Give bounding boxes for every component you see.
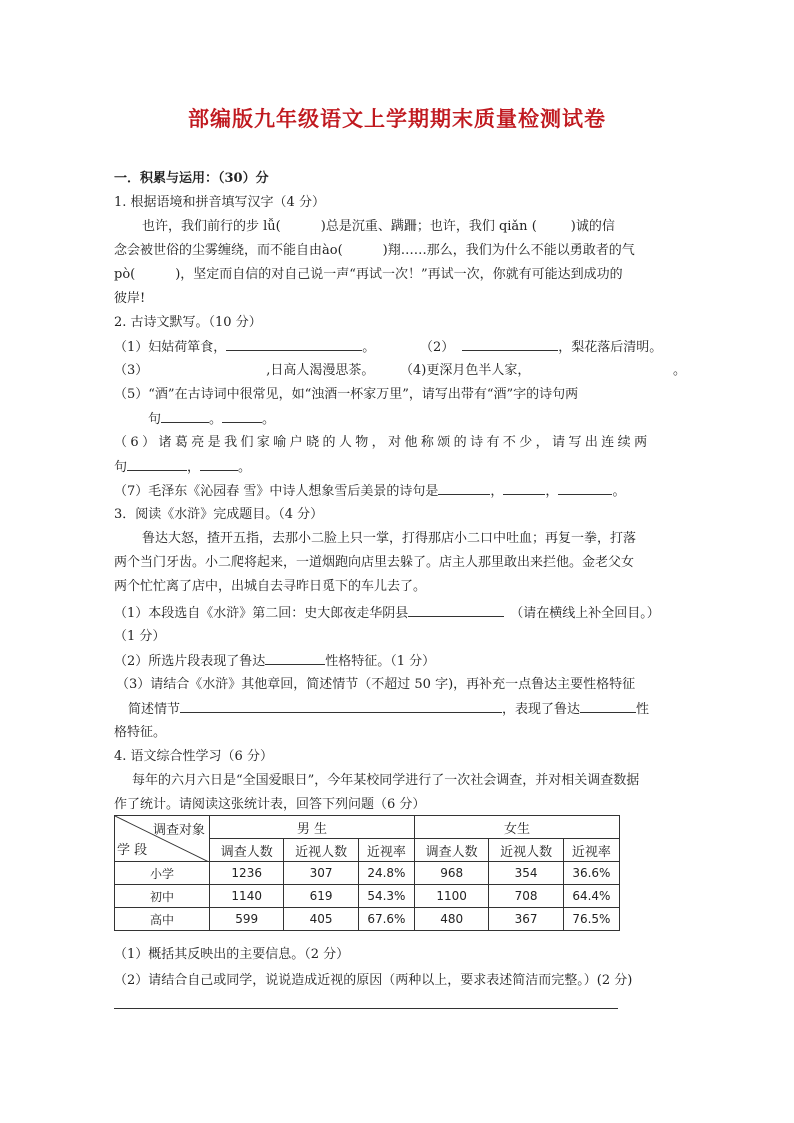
column-header: 调查人数 <box>210 839 284 862</box>
myopia-stats-table <box>114 815 620 931</box>
q3-passage-line2: 两个当门牙齿。小二爬将起来，一道烟跑向店里去躲了。店主人那里敢出来拦他。金老父女 <box>114 555 635 570</box>
q2-item5-answer: 句 。 。 <box>148 412 276 427</box>
q2-heading: 2. 古诗文默写。（10 分） <box>114 315 262 330</box>
stage-cell: 小学 <box>115 862 210 885</box>
answer-blank[interactable] <box>503 482 545 495</box>
answer-blank[interactable] <box>127 458 187 471</box>
q2-item1: （1）妇姑荷箪食， 。 <box>114 340 376 355</box>
q2-item3: （3） ,日高人渴漫思茶。 <box>114 363 375 378</box>
q4-sub1: （1）概括其反映出的主要信息。（2 分） <box>114 947 350 962</box>
table-row <box>115 862 620 885</box>
q1-line1: 也许，我们前行的步 lǚ( )总是沉重、蹒跚；也许，我们 qiǎn ( )诚的信 <box>142 219 615 234</box>
q3-sub3-tail: 格特征。 <box>114 725 167 740</box>
table-cell: 619 <box>284 885 358 908</box>
q3-sub1: （1）本段选自《水浒》第二回：史大郎夜走华阴县 （请在横线上补全回目。） <box>114 606 660 621</box>
q4-intro-line2: 作了统计。请阅读这张统计表，回答下列问题（6 分） <box>114 797 426 812</box>
table-cell: 24.8% <box>358 862 414 885</box>
table-cell: 968 <box>414 862 488 885</box>
table-row <box>115 885 620 908</box>
answer-blank[interactable] <box>438 482 490 495</box>
corner-label-stage: 学 段 <box>117 843 148 858</box>
answer-blank[interactable] <box>161 410 209 423</box>
table-cell: 36.6% <box>563 862 619 885</box>
table-corner-cell <box>115 816 210 862</box>
table-cell: 708 <box>489 885 563 908</box>
section-heading: 一．积累与运用：（30）分 <box>114 171 269 186</box>
table-cell: 64.4% <box>563 885 619 908</box>
q2-item7: （7）毛泽东《沁园春 雪》中诗人想象雪后美景的诗句是 ， ， 。 <box>114 484 626 499</box>
column-header: 近视率 <box>358 839 414 862</box>
table-cell: 1236 <box>210 862 284 885</box>
stage-cell: 高中 <box>115 908 210 931</box>
answer-blank[interactable] <box>226 338 362 351</box>
q1-line3: pò( )，坚定而自信的对自己说一声“再试一次！”再试一次，你就有可能达到成功的 <box>114 267 623 282</box>
table-cell: 54.3% <box>358 885 414 908</box>
q2-item6: （6）诸葛亮是我们家喻户晓的人物，对他称颂的诗有不少，请写出连续两 <box>114 435 651 450</box>
q2-item5: （5）“酒”在古诗词中很常见，如“浊酒一杯家万里”，请写出带有“酒”字的诗句两 <box>114 387 579 402</box>
q1-heading: 1. 根据语境和拼音填写汉字（4 分） <box>114 195 325 210</box>
q2-item2: （2） ，梨花落后清明。 <box>420 340 663 355</box>
table-cell: 599 <box>210 908 284 931</box>
table-cell: 76.5% <box>563 908 619 931</box>
table-row <box>115 908 620 931</box>
answer-blank[interactable] <box>462 338 558 351</box>
group-header-male: 男 生 <box>210 816 415 839</box>
answer-blank[interactable] <box>580 700 636 713</box>
answer-blank[interactable] <box>558 482 612 495</box>
q4-intro-line1: 每年的六月六日是“全国爱眼日”，今年某校同学进行了一次社会调查，并对相关调查数据 <box>132 773 640 788</box>
table-cell: 1100 <box>414 885 488 908</box>
column-header: 近视人数 <box>284 839 358 862</box>
group-header-female: 女生 <box>414 816 619 839</box>
corner-label-subject: 调查对象 <box>152 823 205 838</box>
q3-sub1-points: （1 分） <box>114 629 166 644</box>
answer-line[interactable] <box>114 1008 618 1009</box>
q2-item4: （4)更深月色半人家， <box>400 363 531 378</box>
q3-passage-line3: 两个忙忙离了店中，出城自去寻昨日觅下的车儿去了。 <box>114 579 427 594</box>
column-header: 近视人数 <box>489 839 563 862</box>
answer-blank[interactable] <box>180 700 502 713</box>
q3-heading: 3．阅读《水浒》完成题目。（4 分） <box>114 507 324 522</box>
table-cell: 1140 <box>210 885 284 908</box>
answer-blank[interactable] <box>200 458 238 471</box>
column-header: 近视率 <box>563 839 619 862</box>
q2-item4-end: 。 <box>673 363 687 378</box>
answer-blank[interactable] <box>408 604 504 617</box>
answer-blank[interactable] <box>265 652 325 665</box>
q3-sub3: （3）请结合《水浒》其他章回，简述情节（不超过 50 字)，再补充一点鲁达主要性格特征 <box>116 677 636 692</box>
q1-line4: 彼岸! <box>114 291 146 306</box>
table-cell: 67.6% <box>358 908 414 931</box>
column-header: 调查人数 <box>414 839 488 862</box>
page-title: 部编版九年级语文上学期期末质量检测试卷 <box>188 106 606 131</box>
table-cell: 405 <box>284 908 358 931</box>
table-cell: 354 <box>489 862 563 885</box>
q3-sub2: （2）所选片段表现了鲁达 性格特征。（1 分） <box>114 654 436 669</box>
stage-cell: 初中 <box>115 885 210 908</box>
q3-sub3-answer: 简述情节 ，表现了鲁达 性 <box>128 702 650 717</box>
q4-sub2: （2）请结合自己或同学，说说造成近视的原因（两种以上，要求表述简洁而完整。）(2 分) <box>114 973 633 988</box>
q1-line2: 念会被世俗的尘雾缠绕，而不能自由ào( )翔……那么，我们为什么不能以勇敢者的气 <box>114 243 635 258</box>
table-cell: 307 <box>284 862 358 885</box>
table-cell: 480 <box>414 908 488 931</box>
q4-heading: 4. 语文综合性学习（6 分） <box>114 749 273 764</box>
q3-passage-line1: 鲁达大怒，揸开五指，去那小二脸上只一掌，打得那店小二口中吐血；再复一拳，打落 <box>142 531 637 546</box>
answer-blank[interactable] <box>222 410 262 423</box>
q2-item6-answer: 句 ， 。 <box>114 460 252 475</box>
table-cell: 367 <box>489 908 563 931</box>
